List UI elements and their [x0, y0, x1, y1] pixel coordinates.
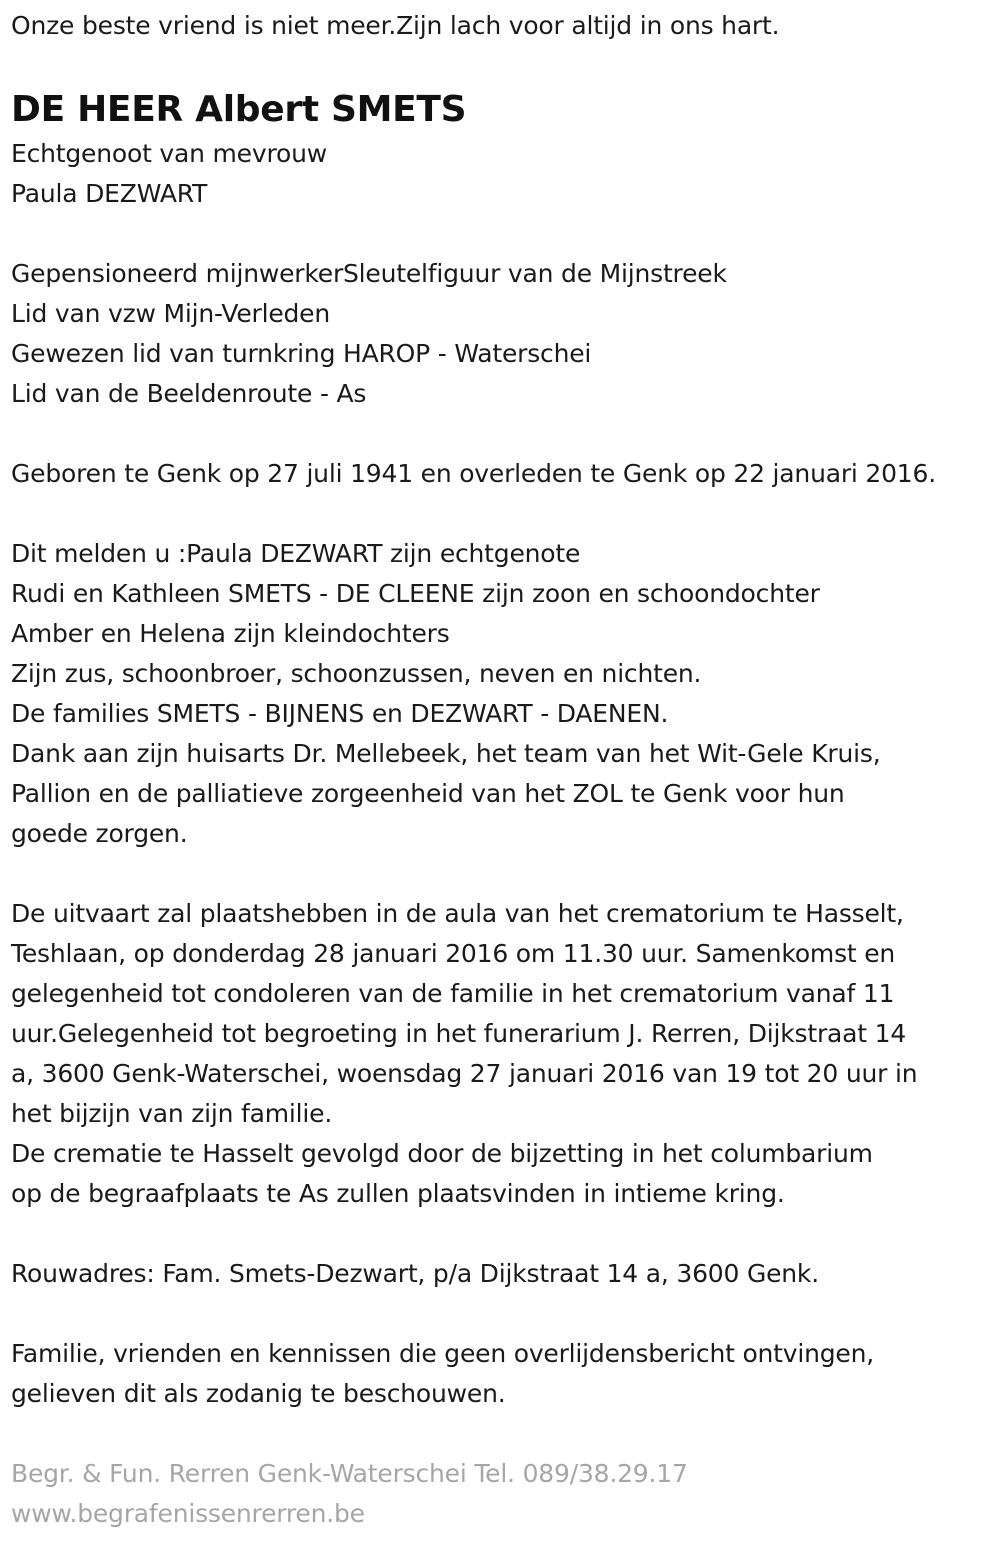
- spacer: [11, 1294, 996, 1334]
- announcement-line: Pallion en de palliatieve zorgeenheid van het ZOL te Genk voor hun: [11, 779, 845, 808]
- funeral-line: gelegenheid tot condoleren van de familie in het crematorium vanaf 11: [11, 979, 895, 1008]
- funeral-line: Teshlaan, op donderdag 28 januari 2016 om 11.30 uur. Samenkomst en: [11, 939, 896, 968]
- announcement-line: goede zorgen.: [11, 819, 188, 848]
- role-line: Gewezen lid van turnkring HAROP - Waterschei: [11, 339, 592, 368]
- funeral-line: het bijzijn van zijn familie.: [11, 1099, 333, 1128]
- mourning-address: Rouwadres: Fam. Smets-Dezwart, p/a Dijkstraat 14 a, 3600 Genk.: [11, 1259, 819, 1288]
- spacer: [11, 214, 996, 254]
- announcement-line: Dit melden u :Paula DEZWART zijn echtgenote: [11, 539, 581, 568]
- deceased-name: DE HEER Albert SMETS: [11, 89, 467, 130]
- announcement-line: Rudi en Kathleen SMETS - DE CLEENE zijn zoon en schoondochter: [11, 579, 820, 608]
- spacer: [11, 494, 996, 534]
- spouse-line: Echtgenoot van mevrouw: [11, 139, 327, 168]
- funeral-home-website: www.begrafenissenrerren.be: [11, 1499, 365, 1528]
- announcement-line: Zijn zus, schoonbroer, schoonzussen, neven en nichten.: [11, 659, 702, 688]
- closing-line: Familie, vrienden en kennissen die geen overlijdensbericht ontvingen,: [11, 1339, 875, 1368]
- spacer: [11, 1214, 996, 1254]
- spouse-section: [11, 134, 996, 214]
- funeral-line: uur.Gelegenheid tot begroeting in het funerarium J. Rerren, Dijkstraat 14: [11, 1019, 907, 1048]
- spacer: [11, 414, 996, 454]
- roles-section: [11, 254, 996, 414]
- birth-death-text: Geboren te Genk op 27 juli 1941 en overleden te Genk op 22 januari 2016.: [11, 459, 936, 488]
- funeral-home-contact: Begr. & Fun. Rerren Genk-Waterschei Tel. 089/38.29.17: [11, 1459, 688, 1488]
- role-line: Gepensioneerd mijnwerkerSleutelfiguur van de Mijnstreek: [11, 259, 727, 288]
- closing-line: gelieven dit als zodanig te beschouwen.: [11, 1379, 506, 1408]
- announcement-line: Dank aan zijn huisarts Dr. Mellebeek, het team van het Wit-Gele Kruis,: [11, 739, 881, 768]
- spouse-line: Paula DEZWART: [11, 179, 208, 208]
- funeral-section: [11, 894, 996, 1214]
- funeral-home-footer: [11, 1454, 996, 1534]
- funeral-line: a, 3600 Genk-Waterschei, woensdag 27 januari 2016 van 19 tot 20 uur in: [11, 1059, 918, 1088]
- announcement-section: [11, 534, 996, 854]
- intro-text: Onze beste vriend is niet meer.Zijn lach voor altijd in ons hart.: [11, 11, 780, 40]
- closing-section: [11, 1334, 996, 1414]
- funeral-line: De crematie te Hasselt gevolgd door de bijzetting in het columbarium: [11, 1139, 873, 1168]
- announcement-line: De families SMETS - BIJNENS en DEZWART - DAENEN.: [11, 699, 669, 728]
- role-line: Lid van de Beeldenroute - As: [11, 379, 367, 408]
- obituary-page: [11, 0, 996, 1534]
- funeral-line: op de begraafplaats te As zullen plaatsvinden in intieme kring.: [11, 1179, 785, 1208]
- role-line: Lid van vzw Mijn-Verleden: [11, 299, 331, 328]
- spacer: [11, 854, 996, 894]
- announcement-line: Amber en Helena zijn kleindochters: [11, 619, 450, 648]
- funeral-line: De uitvaart zal plaatshebben in de aula van het crematorium te Hasselt,: [11, 899, 904, 928]
- spacer: [11, 1414, 996, 1454]
